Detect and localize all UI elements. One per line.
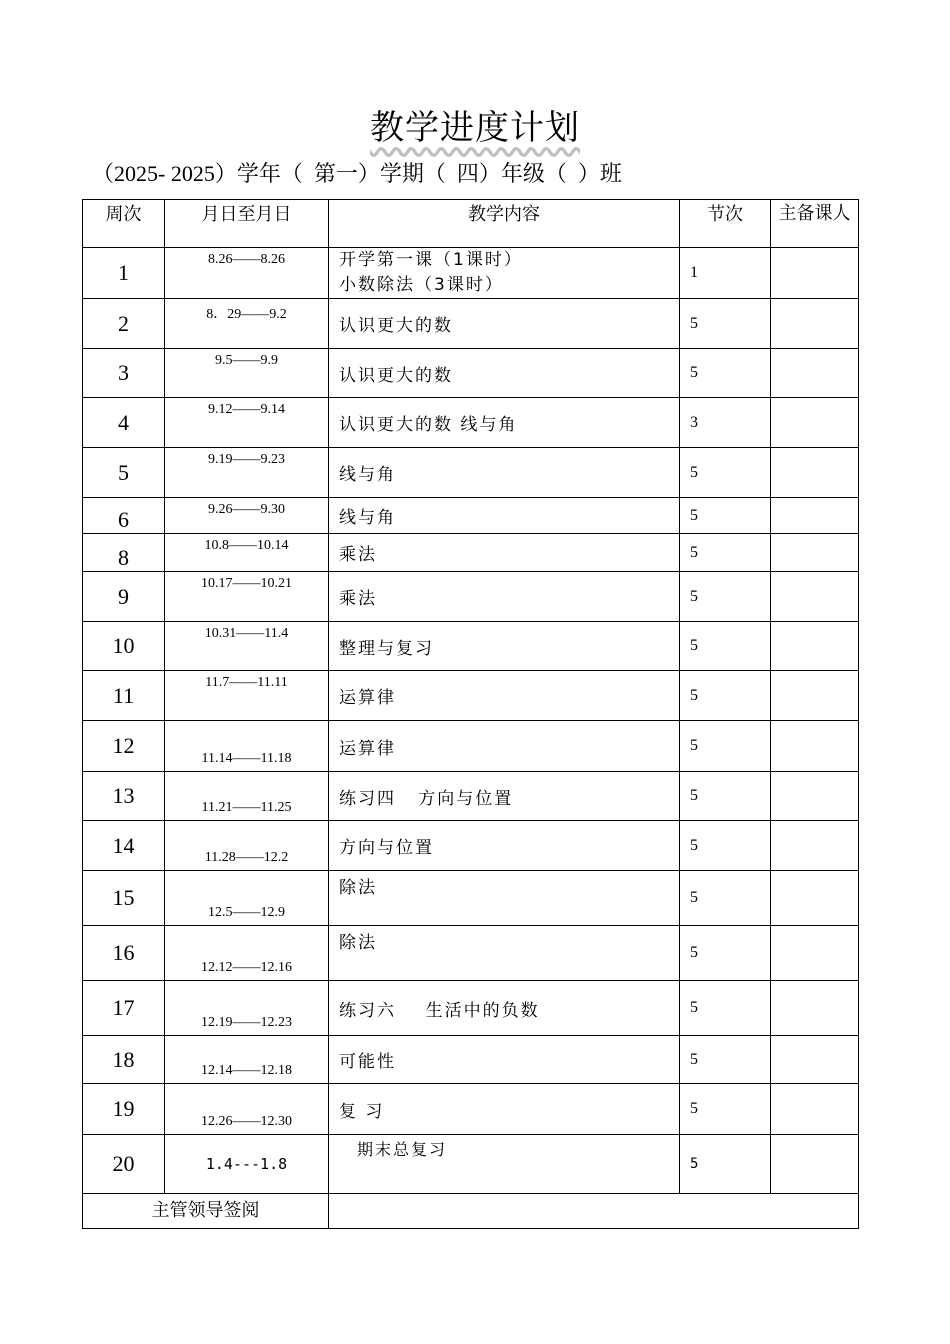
week-cell: 2 [83, 299, 165, 349]
table-row [83, 498, 859, 534]
dates-cell: 12.26——12.30 [165, 1084, 329, 1135]
dates-cell: 11.21——11.25 [165, 772, 329, 821]
table-row [83, 671, 859, 721]
week-cell: 1 [83, 248, 165, 299]
teacher-cell[interactable] [771, 772, 859, 821]
week-cell: 8 [83, 534, 165, 572]
week-cell: 18 [83, 1036, 165, 1084]
header-content: 教学内容 [329, 200, 680, 248]
supervisor-signature-field[interactable] [329, 1194, 859, 1229]
table-row [83, 349, 859, 398]
week-cell: 13 [83, 772, 165, 821]
lessons-cell: 5 [680, 926, 771, 981]
lessons-cell: 5 [680, 1036, 771, 1084]
week-cell: 20 [83, 1135, 165, 1194]
week-cell: 12 [83, 721, 165, 772]
teacher-cell[interactable] [771, 721, 859, 772]
header-week: 周次 [83, 200, 165, 248]
table-row [83, 398, 859, 448]
table-row [83, 981, 859, 1036]
content-line: 小数除法（3课时） [339, 275, 504, 295]
teacher-cell[interactable] [771, 349, 859, 398]
lessons-cell: 5 [680, 671, 771, 721]
dates-cell: 12.5——12.9 [165, 871, 329, 926]
lessons-cell: 5 [680, 871, 771, 926]
content-cell: 运算律 [329, 721, 680, 772]
teacher-cell[interactable] [771, 871, 859, 926]
table-header-row [83, 200, 859, 248]
content-cell: 期末总复习 [329, 1135, 680, 1194]
teacher-cell[interactable] [771, 398, 859, 448]
signature-row [83, 1194, 859, 1229]
content-cell: 复 习 [329, 1084, 680, 1135]
table-row [83, 448, 859, 498]
teacher-cell[interactable] [771, 299, 859, 349]
lessons-cell: 5 [680, 622, 771, 671]
dates-cell: 9.26——9.30 [165, 498, 329, 534]
teacher-cell[interactable] [771, 248, 859, 299]
teacher-cell[interactable] [771, 671, 859, 721]
week-cell: 15 [83, 871, 165, 926]
dates-cell: 12.12——12.16 [165, 926, 329, 981]
teacher-cell[interactable] [771, 1084, 859, 1135]
dates-cell: 9.12——9.14 [165, 398, 329, 448]
teacher-cell[interactable] [771, 572, 859, 622]
teacher-cell[interactable] [771, 448, 859, 498]
content-cell: 练习四 方向与位置 [329, 772, 680, 821]
lessons-cell: 5 [680, 448, 771, 498]
lessons-cell: 1 [680, 248, 771, 299]
week-cell: 11 [83, 671, 165, 721]
week-cell: 3 [83, 349, 165, 398]
content-cell: 线与角 [329, 448, 680, 498]
content-cell: 乘法 [329, 572, 680, 622]
table-row [83, 299, 859, 349]
teacher-cell[interactable] [771, 622, 859, 671]
supervisor-signature-label: 主管领导签阅 [83, 1194, 329, 1229]
content-cell [329, 248, 680, 299]
lessons-cell: 5 [680, 981, 771, 1036]
week-cell: 19 [83, 1084, 165, 1135]
lessons-cell: 5 [680, 772, 771, 821]
teacher-cell[interactable] [771, 534, 859, 572]
table-row [83, 248, 859, 299]
lessons-cell: 5 [680, 821, 771, 871]
dates-cell: 11.14——11.18 [165, 721, 329, 772]
lessons-cell: 5 [680, 498, 771, 534]
schedule-table [82, 199, 859, 1229]
dates-cell: 11.7——11.11 [165, 671, 329, 721]
week-cell: 16 [83, 926, 165, 981]
content-cell: 方向与位置 [329, 821, 680, 871]
lessons-cell: 5 [680, 721, 771, 772]
teacher-cell[interactable] [771, 926, 859, 981]
table-row [83, 772, 859, 821]
week-cell: 10 [83, 622, 165, 671]
week-cell: 5 [83, 448, 165, 498]
dates-cell: 12.14——12.18 [165, 1036, 329, 1084]
lessons-cell: 3 [680, 398, 771, 448]
content-cell: 线与角 [329, 498, 680, 534]
lessons-cell: 5 [680, 534, 771, 572]
table-row [83, 572, 859, 622]
dates-cell: 10.31——11.4 [165, 622, 329, 671]
teacher-cell[interactable] [771, 1135, 859, 1194]
teacher-cell[interactable] [771, 981, 859, 1036]
content-cell: 除法 [329, 871, 680, 926]
lessons-cell: 5 [680, 349, 771, 398]
table-row [83, 821, 859, 871]
dates-cell: 8．29——9.2 [165, 299, 329, 349]
dates-cell: 8.26——8.26 [165, 248, 329, 299]
content-cell: 整理与复习 [329, 622, 680, 671]
teacher-cell[interactable] [771, 821, 859, 871]
table-row [83, 1135, 859, 1194]
content-line: 开学第一课（1课时） [339, 250, 523, 270]
lessons-cell: 5 [680, 1084, 771, 1135]
lessons-cell: 5 [680, 1135, 771, 1194]
lessons-cell: 5 [680, 572, 771, 622]
content-cell: 运算律 [329, 671, 680, 721]
table-row [83, 622, 859, 671]
dates-cell: 12.19——12.23 [165, 981, 329, 1036]
teacher-cell[interactable] [771, 1036, 859, 1084]
lessons-cell: 5 [680, 299, 771, 349]
week-cell: 4 [83, 398, 165, 448]
content-cell: 除法 [329, 926, 680, 981]
dates-cell: 1.4---1.8 [165, 1135, 329, 1194]
dates-cell: 10.8——10.14 [165, 534, 329, 572]
table-row [83, 1036, 859, 1084]
table-row [83, 721, 859, 772]
week-cell: 6 [83, 498, 165, 534]
page-subtitle: （2025- 2025）学年（ 第一）学期（ 四）年级（ ）班 [92, 161, 622, 186]
week-cell: 14 [83, 821, 165, 871]
week-cell: 17 [83, 981, 165, 1036]
week-cell: 9 [83, 572, 165, 622]
teacher-cell[interactable] [771, 498, 859, 534]
header-dates: 月日至月日 [165, 200, 329, 248]
content-cell: 认识更大的数 [329, 299, 680, 349]
dates-cell: 11.28——12.2 [165, 821, 329, 871]
dates-cell: 9.19——9.23 [165, 448, 329, 498]
header-lessons: 节次 [680, 200, 771, 248]
dates-cell: 10.17——10.21 [165, 572, 329, 622]
table-row [83, 926, 859, 981]
content-cell: 乘法 [329, 534, 680, 572]
header-teacher: 主备课人 [771, 200, 859, 248]
table-row [83, 534, 859, 572]
dates-cell: 9.5——9.9 [165, 349, 329, 398]
table-row [83, 1084, 859, 1135]
content-cell: 认识更大的数 线与角 [329, 398, 680, 448]
content-cell: 认识更大的数 [329, 349, 680, 398]
page-title: 教学进度计划 [370, 110, 580, 147]
table-row [83, 871, 859, 926]
content-cell: 练习六 生活中的负数 [329, 981, 680, 1036]
content-cell: 可能性 [329, 1036, 680, 1084]
